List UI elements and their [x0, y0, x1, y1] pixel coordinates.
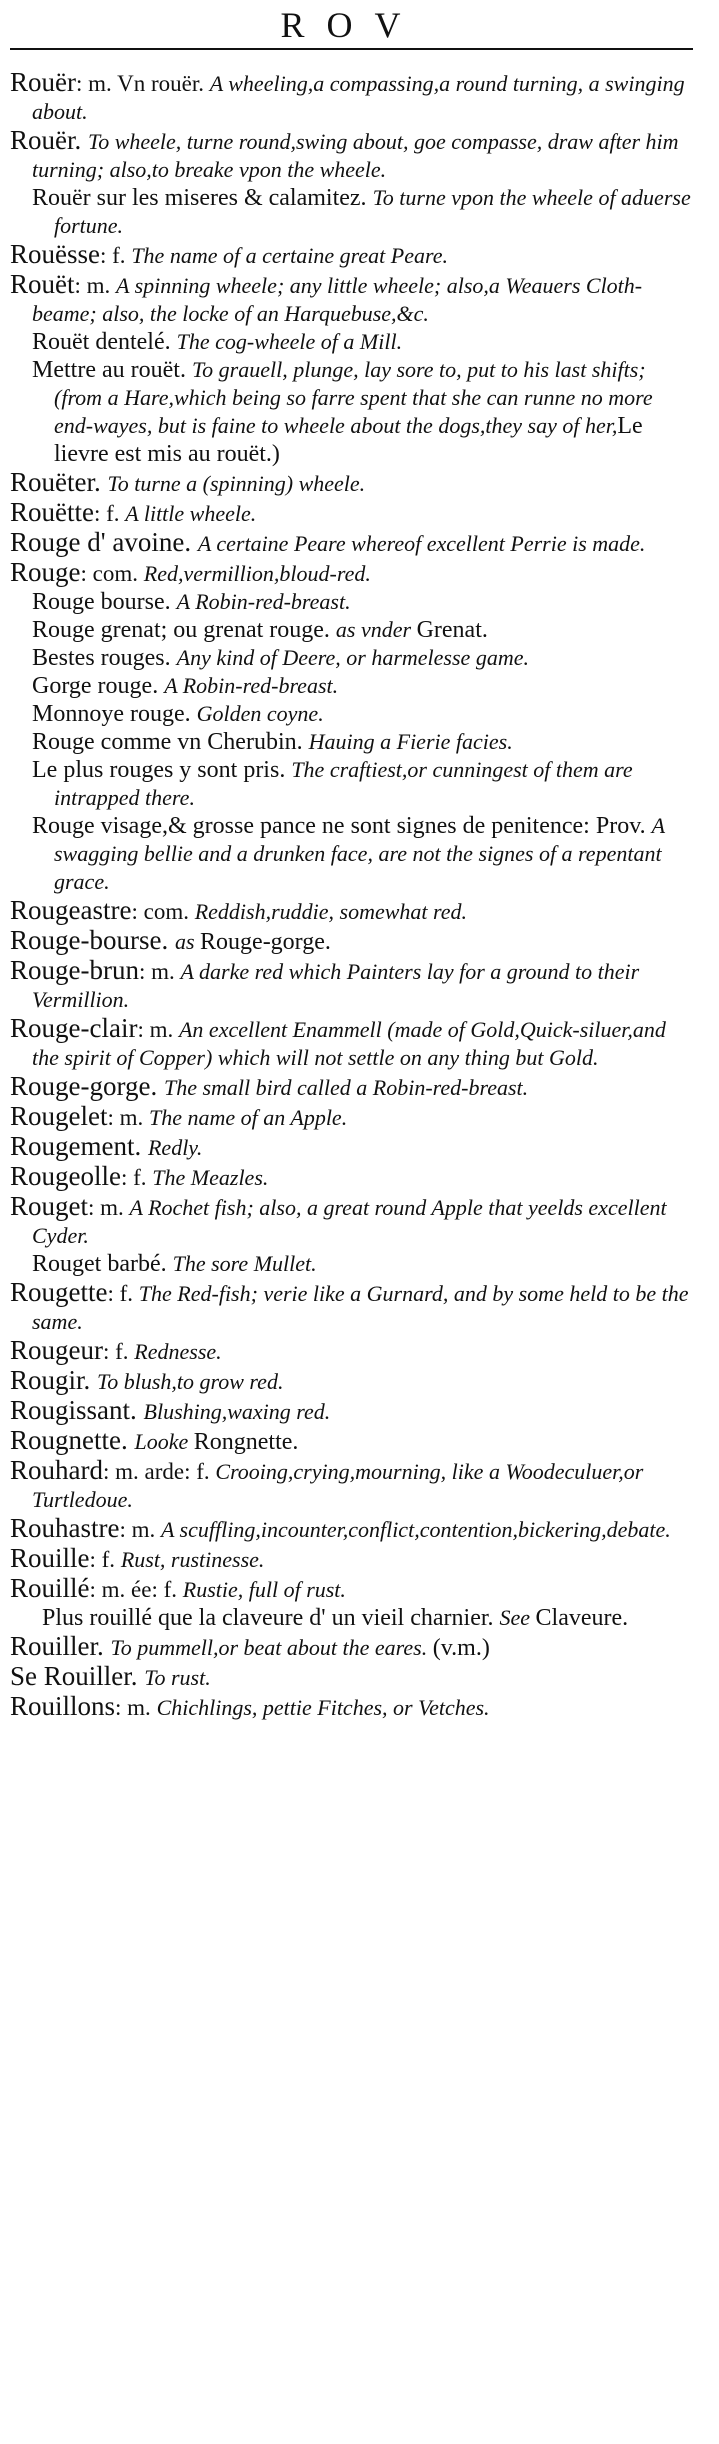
grammar-note: : m. [137, 1017, 179, 1042]
headword: Rougette [10, 1277, 108, 1307]
definition: Any kind of Deere, or harmelesse game. [176, 645, 529, 670]
headword: Rougnette. [10, 1425, 135, 1455]
definition: To grauell, plunge, lay sore to, put to his last shifts;(from a Hare,which being so farre spent that she can runne no more end-wayes, but is faine to wheele about the dogs,they say of her, [54, 357, 653, 438]
headword: Rougement. [10, 1131, 148, 1161]
dictionary-entry [10, 1426, 693, 1456]
dictionary-entry [10, 68, 693, 126]
french-text: Rouër sur les miseres & calamitez. [32, 185, 373, 211]
grammar-note: : f. [93, 501, 126, 526]
definition: See [499, 1605, 536, 1630]
definition: Chichlings, pettie Fitches, or Vetches. [156, 1695, 490, 1720]
definition: A little wheele. [125, 501, 257, 526]
headword: Rougir. [10, 1365, 98, 1395]
definition: Looke [134, 1429, 194, 1454]
grammar-note: : f. [102, 1339, 135, 1364]
definition: as [174, 929, 201, 954]
french-text: Rouët dentelé. [32, 329, 177, 355]
dictionary-entry [10, 1692, 693, 1722]
dictionary-subentry [10, 616, 693, 644]
headword: Rouillons [10, 1691, 116, 1721]
headword: Rouge-brun [10, 955, 139, 985]
dictionary-entry [10, 1662, 693, 1692]
definition: A Rochet fish; also, a great round Apple that yeelds excellent Cyder. [32, 1195, 667, 1248]
dictionary-subentry [10, 1250, 693, 1278]
dictionary-subentry [10, 644, 693, 672]
headword: Rouget [10, 1191, 88, 1221]
dictionary-entry [10, 1544, 693, 1574]
french-text: Rouge-gorge. [200, 929, 331, 955]
definition: Redly. [147, 1135, 203, 1160]
french-text: Plus rouillé que la claveure d' un vieil charnier. [42, 1605, 500, 1631]
french-text: Le plus rouges y sont pris. [32, 757, 292, 783]
entry-list [10, 68, 693, 1722]
dictionary-subentry [10, 812, 693, 896]
headword: Rouër. [10, 125, 88, 155]
definition: The Red-fish; verie like a Gurnard, and by some held to be the same. [32, 1281, 689, 1334]
page-header: ROV [280, 5, 423, 45]
grammar-note: : m. [115, 1695, 157, 1720]
french-text: Monnoye rouge. [32, 701, 197, 727]
dictionary-entry [10, 1162, 693, 1192]
dictionary-subentry [10, 700, 693, 728]
headword: Rouge d' avoine. [10, 527, 198, 557]
definition: A Robin-red-breast. [176, 589, 351, 614]
headword: Rouille [10, 1543, 90, 1573]
headword: Rouiller. [10, 1631, 111, 1661]
definition: Blushing,waxing red. [143, 1399, 331, 1424]
dictionary-entry [10, 1336, 693, 1366]
headword: Rouëtte [10, 497, 94, 527]
headword: Rougeastre [10, 895, 132, 925]
dictionary-entry [10, 126, 693, 184]
dictionary-subentry [10, 184, 693, 240]
headword: Rouge [10, 557, 81, 587]
dictionary-entry [10, 926, 693, 956]
headword: Se Rouiller. [10, 1661, 145, 1691]
grammar-note: : f. [107, 1281, 139, 1306]
definition: The name of a certaine great Peare. [131, 243, 448, 268]
dictionary-entry [10, 498, 693, 528]
definition: A darke red which Painters lay for a ground to their Vermillion. [32, 959, 640, 1012]
dictionary-entry [10, 1192, 693, 1250]
grammar-note: : m. [88, 1195, 130, 1220]
definition: The small bird called a Robin-red-breast. [163, 1075, 529, 1100]
headword: Rouësse [10, 239, 100, 269]
headword: Rouge-clair [10, 1013, 138, 1043]
definition: To turne vpon the wheele of aduerse fortune. [54, 185, 691, 238]
definition: Golden coyne. [196, 701, 324, 726]
dictionary-entry [10, 1366, 693, 1396]
dictionary-entry [10, 1456, 693, 1514]
dictionary-subentry [10, 672, 693, 700]
dictionary-entry [10, 558, 693, 588]
grammar-note: : m. [138, 959, 181, 984]
french-text: Rouge visage,& grosse pance ne sont signes de penitence: Prov. [32, 813, 652, 839]
grammar-note: : f. [120, 1165, 153, 1190]
definition: A spinning wheele; any little wheele; also,a Weauers Cloth-beame; also, the locke of an Harquebuse,&c. [32, 273, 643, 326]
dictionary-entry [10, 1102, 693, 1132]
definition: A swagging bellie and a drunken face, are not the signes of a repentant grace. [54, 813, 665, 894]
definition: The Meazles. [152, 1165, 269, 1190]
french-text: Rouget barbé. [32, 1251, 173, 1277]
definition: To blush,to grow red. [97, 1369, 284, 1394]
grammar-note: : m. ée: f. [89, 1577, 183, 1602]
definition: as vnder [335, 617, 417, 642]
dictionary-subentry [10, 588, 693, 616]
french-text: Claveure. [535, 1605, 629, 1631]
dictionary-entry [10, 270, 693, 328]
dictionary-entry [10, 1396, 693, 1426]
dictionary-entry [10, 1132, 693, 1162]
headword: Rouëter. [10, 467, 108, 497]
definition: To wheele, turne round,swing about, goe compasse, draw after him turning; also,to breake vpon the wheele. [32, 129, 679, 182]
french-text: (v.m.) [432, 1635, 490, 1661]
definition: A Robin-red-breast. [164, 673, 339, 698]
headword: Rougeolle [10, 1161, 121, 1191]
definition: The name of an Apple. [149, 1105, 348, 1130]
definition: To pummell,or beat about the eares. [110, 1635, 433, 1660]
dictionary-subentry [10, 356, 693, 468]
definition: A wheeling,a compassing,a round turning, a swinging about. [32, 71, 685, 124]
definition: To turne a (spinning) wheele. [107, 471, 366, 496]
french-text: Rongnette. [193, 1429, 299, 1455]
grammar-note: : com. [80, 561, 144, 586]
dictionary-subentry [10, 1604, 693, 1632]
definition: Crooing,crying,mourning, like a Woodeculuer,or Turtledoue. [32, 1459, 644, 1512]
dictionary-entry [10, 896, 693, 926]
definition: Rednesse. [134, 1339, 222, 1364]
grammar-note: : m. arde: f. [102, 1459, 216, 1484]
dictionary-entry [10, 1072, 693, 1102]
grammar-note: : f. [100, 243, 132, 268]
dictionary-subentry [10, 328, 693, 356]
dictionary-entry [10, 1574, 693, 1604]
definition: Rustie, full of rust. [182, 1577, 346, 1602]
definition: Hauing a Fierie facies. [308, 729, 513, 754]
headword: Rouët [10, 269, 75, 299]
definition: The sore Mullet. [172, 1251, 317, 1276]
headword: Rouge-gorge. [10, 1071, 164, 1101]
french-text: Rouge comme vn Cherubin. [32, 729, 309, 755]
headword: Rougissant. [10, 1395, 144, 1425]
definition: The craftiest,or cunningest of them are intrapped there. [54, 757, 633, 810]
dictionary-entry [10, 1278, 693, 1336]
french-text: Gorge rouge. [32, 673, 165, 699]
dictionary-subentry [10, 756, 693, 812]
header-rule [10, 48, 693, 50]
headword: Rougelet [10, 1101, 108, 1131]
definition: Reddish,ruddie, somewhat red. [194, 899, 468, 924]
dictionary-entry [10, 1514, 693, 1544]
headword: Rouhastre [10, 1513, 120, 1543]
grammar-note: : m. [74, 273, 117, 298]
french-text: Le lievre est mis au rouët.) [54, 413, 643, 467]
french-text: Bestes rouges. [32, 645, 177, 671]
grammar-note: : m. Vn rouër. [75, 71, 210, 96]
dictionary-entry [10, 1014, 693, 1072]
dictionary-entry [10, 1632, 693, 1662]
dictionary-entry [10, 956, 693, 1014]
french-text: Grenat. [416, 617, 488, 643]
french-text: Mettre au rouët. [32, 357, 192, 383]
french-text: Rouge bourse. [32, 589, 177, 615]
grammar-note: : f. [89, 1547, 121, 1572]
headword: Rouhard [10, 1455, 103, 1485]
headword: Rouge-bourse. [10, 925, 175, 955]
definition: An excellent Enammell (made of Gold,Quick-siluer,and the spirit of Copper) which will not settle on any thing but Gold. [32, 1017, 666, 1070]
grammar-note: : m. [119, 1517, 162, 1542]
grammar-note: : m. [107, 1105, 150, 1130]
definition: Rust, rustinesse. [120, 1547, 265, 1572]
dictionary-subentry [10, 728, 693, 756]
definition: A certaine Peare whereof excellent Perrie is made. [197, 531, 646, 556]
definition: The cog-wheele of a Mill. [176, 329, 403, 354]
definition: Red,vermillion,bloud-red. [143, 561, 371, 586]
headword: Rouillé [10, 1573, 90, 1603]
headword: Rouër [10, 67, 76, 97]
dictionary-entry [10, 240, 693, 270]
grammar-note: : com. [131, 899, 195, 924]
dictionary-entry [10, 528, 693, 558]
definition: A scuffling,incounter,conflict,contention,bickering,debate. [161, 1517, 671, 1542]
french-text: Rouge grenat; ou grenat rouge. [32, 617, 336, 643]
dictionary-entry [10, 468, 693, 498]
definition: To rust. [144, 1665, 211, 1690]
headword: Rougeur [10, 1335, 103, 1365]
